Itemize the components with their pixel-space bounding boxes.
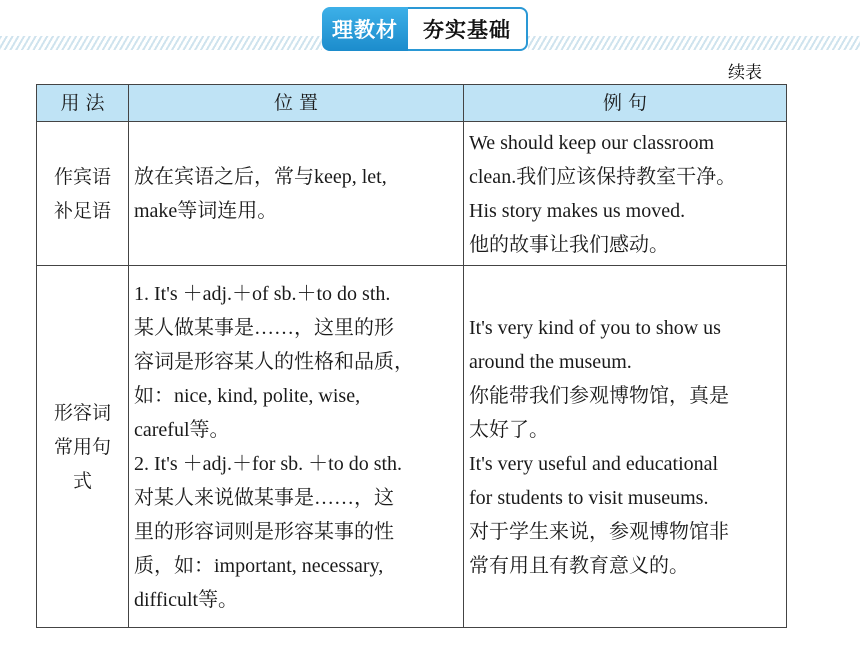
usage-line: 形容词 — [53, 401, 111, 424]
section-badge — [322, 4, 528, 54]
example-line: around the museum. — [469, 350, 632, 373]
example-cell — [464, 266, 787, 628]
table-row — [37, 122, 787, 266]
position-line: 里的形容词则是形容某事的性 — [134, 520, 394, 543]
table-row — [37, 266, 787, 628]
badge-right-label: 夯实基础 — [408, 7, 528, 51]
usage-line: 式 — [72, 469, 92, 492]
example-line: clean.我们应该保持教室干净。 — [469, 165, 737, 188]
header-stripe-right — [528, 36, 860, 50]
example-line: 你能带我们参观博物馆，真是 — [469, 384, 729, 407]
usage-cell — [37, 266, 129, 628]
position-line: 某人做某事是……，这里的形 — [134, 316, 394, 339]
position-line: 对某人来说做某事是……，这 — [134, 486, 394, 509]
header-usage: 用 法 — [37, 85, 129, 122]
example-line: for students to visit museums. — [469, 486, 709, 509]
position-line: careful等。 — [134, 418, 230, 441]
example-line: It's very kind of you to show us — [469, 316, 721, 339]
example-line: 他的故事让我们感动。 — [469, 233, 669, 256]
position-line: 容词是形容某人的性格和品质， — [134, 350, 414, 373]
header-stripe-left — [0, 36, 322, 50]
continued-label: 续表 — [728, 63, 762, 83]
badge-left-label: 理教材 — [322, 7, 408, 51]
position-line: 如：nice, kind, polite, wise, — [134, 384, 361, 407]
usage-cell — [37, 122, 129, 266]
position-line: 放在宾语之后，常与keep, let, — [134, 165, 387, 188]
example-cell — [464, 122, 787, 266]
position-line: difficult等。 — [134, 588, 239, 611]
position-line: 质，如：important, necessary, — [134, 554, 384, 577]
grammar-table — [36, 84, 787, 628]
example-line: We should keep our classroom — [469, 131, 714, 154]
header-example: 例 句 — [464, 85, 787, 122]
usage-line: 常用句 — [53, 435, 111, 458]
example-line: His story makes us moved. — [469, 199, 686, 222]
example-line: It's very useful and educational — [469, 452, 719, 475]
position-cell — [129, 122, 464, 266]
position-cell — [129, 266, 464, 628]
usage-line: 作宾语 — [53, 165, 111, 188]
example-line: 常有用且有教育意义的。 — [469, 554, 689, 577]
example-line: 太好了。 — [469, 418, 549, 441]
position-line: 2. It's ＋adj.＋for sb. ＋to do sth. — [134, 452, 403, 475]
header-position: 位 置 — [129, 85, 464, 122]
table-header-row — [37, 85, 787, 122]
example-line: 对于学生来说，参观博物馆非 — [469, 520, 729, 543]
usage-line: 补足语 — [53, 199, 111, 222]
position-line: 1. It's ＋adj.＋of sb.＋to do sth. — [134, 282, 391, 305]
position-line: make等词连用。 — [134, 199, 278, 222]
